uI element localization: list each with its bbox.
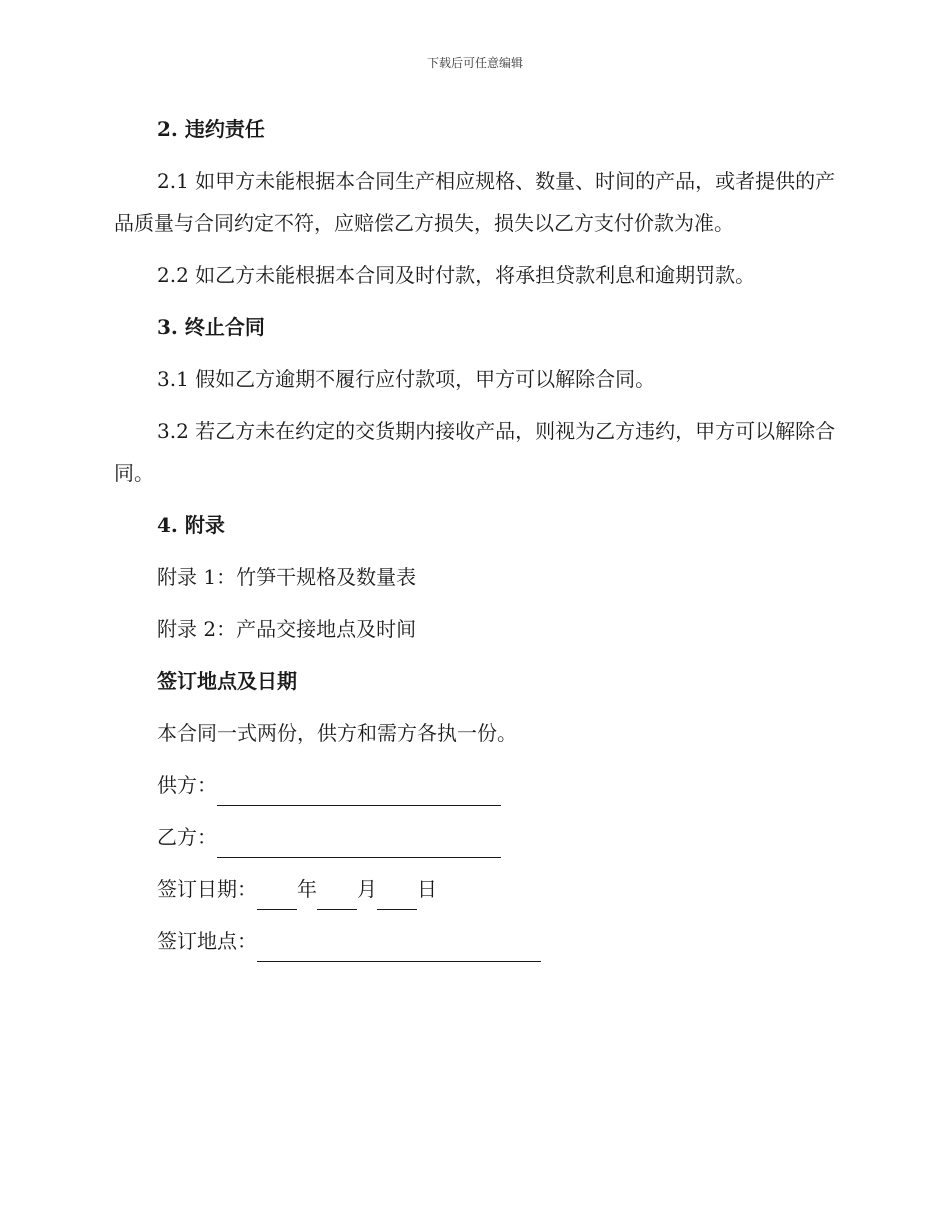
page-header: 下载后可任意编辑 (426, 56, 523, 70)
contract-body (114, 108, 838, 972)
year-blank[interactable] (257, 881, 297, 910)
appendix-1: 附录 1：竹笋干规格及数量表 (157, 565, 417, 589)
year-label: 年 (297, 877, 317, 901)
appendix-2: 附录 2：产品交接地点及时间 (157, 617, 417, 641)
place-blank[interactable] (257, 933, 541, 962)
partyb-signature-blank[interactable] (217, 829, 501, 858)
day-blank[interactable] (377, 881, 417, 910)
section-2-title: 2. 违约责任 (157, 117, 265, 141)
day-label: 日 (417, 877, 437, 901)
section-3-title: 3. 终止合同 (157, 315, 265, 339)
date-label: 签订日期： (157, 877, 257, 901)
clause-2-1: 2.1 如甲方未能根据本合同生产相应规格、数量、时间的产品，或者提供的产品质量与合同约定不符，应赔偿乙方损失，损失以乙方支付价款为准。 (114, 169, 836, 235)
copies-statement: 本合同一式两份，供方和需方各执一份。 (157, 721, 517, 745)
supplier-signature-row (114, 764, 838, 816)
signing-place-row (114, 920, 838, 972)
supplier-label: 供方： (157, 773, 217, 797)
month-blank[interactable] (317, 881, 357, 910)
place-label: 签订地点： (157, 929, 257, 953)
clause-3-2: 3.2 若乙方未在约定的交货期内接收产品，则视为乙方违约，甲方可以解除合同。 (114, 419, 836, 485)
clause-2-2: 2.2 如乙方未能根据本合同及时付款，将承担贷款利息和逾期罚款。 (157, 263, 756, 287)
supplier-signature-blank[interactable] (217, 777, 501, 806)
partyb-signature-row (114, 816, 838, 868)
clause-3-1: 3.1 假如乙方逾期不履行应付款项，甲方可以解除合同。 (157, 367, 656, 391)
partyb-label: 乙方： (157, 825, 217, 849)
signing-date-row (114, 868, 838, 920)
month-label: 月 (357, 877, 377, 901)
signing-title: 签订地点及日期 (157, 669, 297, 693)
section-4-title: 4. 附录 (157, 513, 225, 537)
